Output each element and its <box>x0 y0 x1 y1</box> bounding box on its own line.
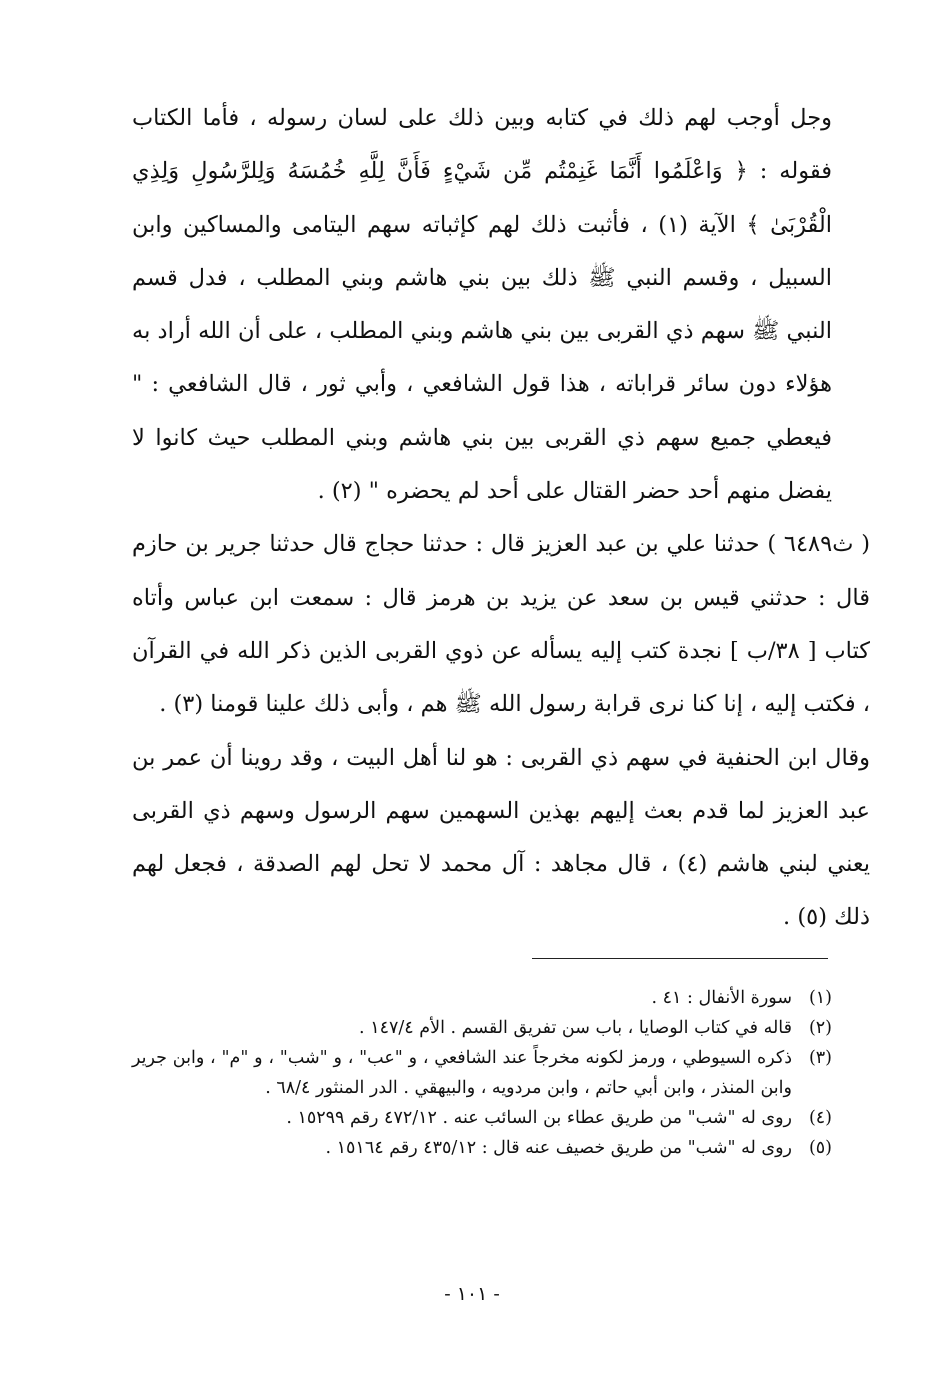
footnote-number: (٤) <box>808 1108 832 1128</box>
footnote-number: (٣) <box>808 1048 832 1068</box>
footnote-number: (٥) <box>808 1138 832 1158</box>
footnote-number: (٢) <box>808 1018 832 1038</box>
footnote-text: روى له "شب" من طريق خصيف عنه قال : ٤٣٥/١٢ رقم ١٥١٦٤ . <box>325 1138 792 1158</box>
footnote-5 <box>132 1133 832 1163</box>
footnote-text: سورة الأنفال : ٤١ . <box>651 988 792 1008</box>
footnote-text: ذكره السيوطي ، ورمز لكونه مخرجاً عند الشافعي ، و "عب" ، و "شب" ، و "م" ، وابن جرير وابن المنذر ، وابن أبي حاتم ، وابن مردويه ، والبيهقي . الدر المنثور ٦٨/٤ . <box>132 1048 792 1098</box>
footnote-number: (١) <box>808 988 832 1008</box>
page-number: - ١٠١ - <box>444 1283 500 1305</box>
footnote-4 <box>132 1103 832 1133</box>
footnotes <box>132 983 832 1163</box>
footnote-1 <box>132 983 832 1013</box>
footnote-3 <box>132 1043 832 1103</box>
main-text <box>132 92 870 945</box>
paragraph-1: وجل أوجب لهم ذلك في كتابه وبين ذلك على لسان رسوله ، فأما الكتاب فقوله : ﴿ وَاعْلَمُوا أَنَّمَا غَنِمْتُم مِّن شَيْءٍ فَأَنَّ لِلَّهِ خُمُسَهُ وَلِلرَّسُولِ وَلِذِي الْقُرْبَىٰ ﴾ الآية (١) ، فأثبت ذلك لهم كإثباته سهم اليتامى والمساكين وابن السبيل ، وقسم النبي ﷺ ذلك بين بني هاشم وبني المطلب ، فدل قسم النبي ﷺ سهم ذي القربى بين بني هاشم وبني المطلب ، على أن الله أراد به هؤلاء دون سائر قراباته ، هذا قول الشافعي ، وأبي ثور ، قال الشافعي : " فيعطي جميع سهم ذي القربى بين بني هاشم وبني المطلب حيث كانوا لا يفضل منهم أحد حضر القتال على أحد لم يحضره " (٢) . <box>132 105 832 505</box>
footnote-text: روى له "شب" من طريق عطاء بن السائب عنه . ٤٧٢/١٢ رقم ١٥٢٩٩ . <box>286 1108 792 1128</box>
footnote-2 <box>132 1013 832 1043</box>
paragraph-3: وقال ابن الحنفية في سهم ذي القربى : هو لنا أهل البيت ، وقد روينا أن عمر بن عبد العزيز لما قدم بعث إليهم بهذين السهمين سهم الرسول وسهم ذي القربى يعني لبني هاشم (٤) ، قال مجاهد : آل محمد لا تحل لهم الصدقة ، فجعل لهم ذلك (٥) . <box>132 744 870 931</box>
paragraph-2: ( ث٦٤٨٩ ) حدثنا علي بن عبد العزيز قال : حدثنا حجاج قال حدثنا جرير بن حازم قال : حدثني قيس بن سعد عن يزيد بن هرمز قال : سمعت ابن عباس وأتاه كتاب [ ٣٨/ب ] نجدة كتب إليه يسأله عن ذوي القربى الذين ذكر الله في القرآن ، فكتب إليه ، إنا كنا نرى قرابة رسول الله ﷺ هم ، وأبى ذلك علينا قومنا (٣) . <box>132 531 870 718</box>
footnote-text: قاله في كتاب الوصايا ، باب سن تفريق القسم . الأم ١٤٧/٤ . <box>359 1018 792 1038</box>
footnote-divider <box>532 958 828 959</box>
